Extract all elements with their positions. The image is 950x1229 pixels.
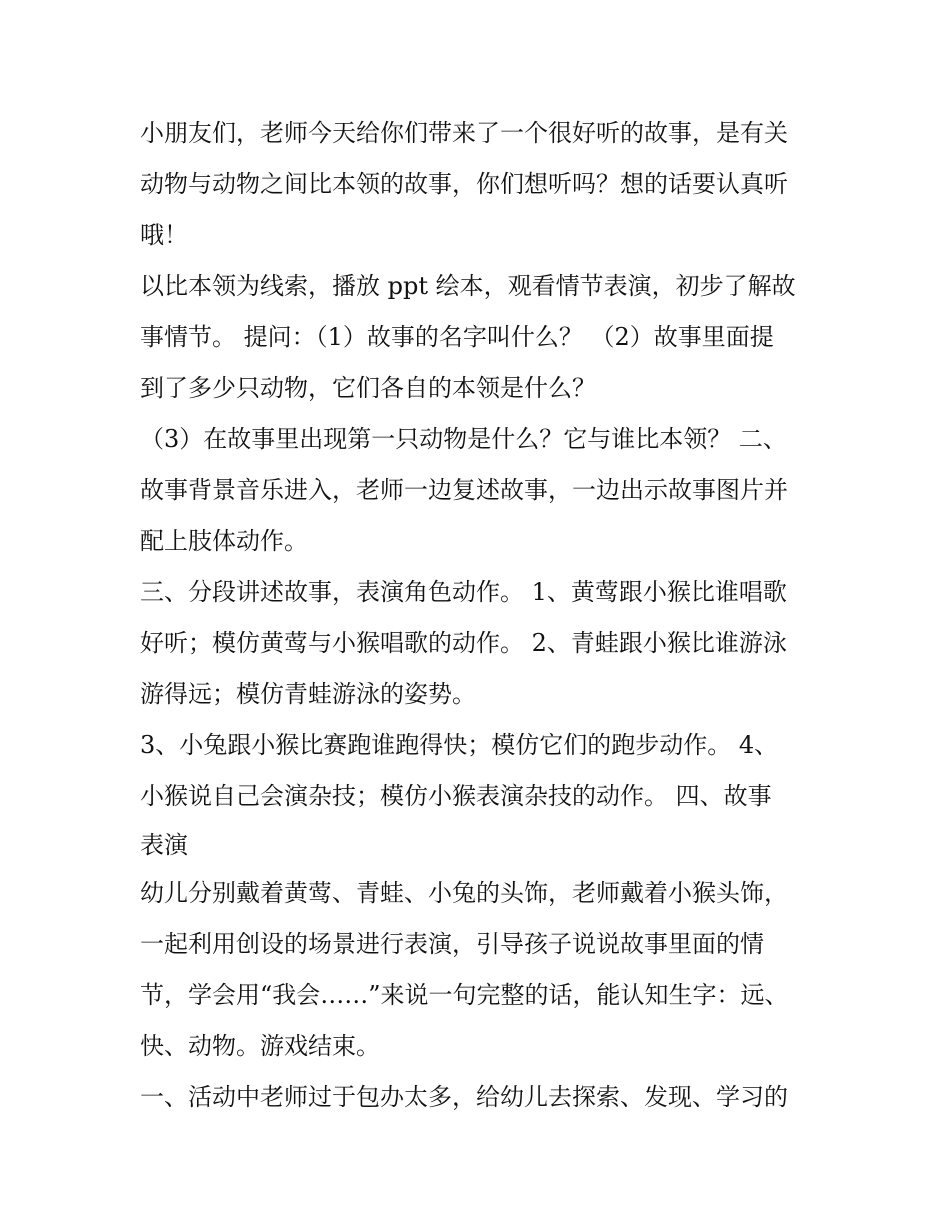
text-line: 小朋友们，老师今天给你们带来了一个很好听的故事，是有关 — [140, 119, 788, 147]
text-line: 故事背景音乐进入，老师一边复述故事，一边出示故事图片并 — [140, 476, 788, 504]
text-line: 哦！ — [140, 221, 188, 249]
text-line: 配上肢体动作。 — [140, 527, 308, 555]
text-line: 三、分段讲述故事，表演角色动作。 1、黄莺跟小猴比谁唱歌 — [140, 578, 787, 606]
text-line: 一、活动中老师过于包办太多，给幼儿去探索、发现、学习的 — [140, 1083, 788, 1111]
text-line: 3、小兔跟小猴比赛跑谁跑得快；模仿它们的跑步动作。 4、 — [140, 731, 779, 759]
text-line: 小猴说自己会演杂技；模仿小猴表演杂技的动作。 四、故事 — [140, 782, 772, 810]
text-line: 动物与动物之间比本领的故事，你们想听吗？想的话要认真听 — [140, 170, 788, 198]
text-line: 到了多少只动物，它们各自的本领是什么？ — [140, 374, 596, 402]
text-line: 以比本领为线索，播放 ppt 绘本，观看情节表演，初步了解故 — [140, 272, 796, 300]
text-line: 事情节。 提问：（1）故事的名字叫什么？ （2）故事里面提 — [140, 323, 774, 351]
text-line: 节，学会用“我会……”来说一句完整的话，能认知生字：远、 — [140, 981, 789, 1009]
text-line: 快、动物。游戏结束。 — [140, 1032, 380, 1060]
text-line: 好听；模仿黄莺与小猴唱歌的动作。 2、青蛙跟小猴比谁游泳 — [140, 629, 787, 657]
document-body — [140, 108, 820, 1123]
text-line: 游得远；模仿青蛙游泳的姿势。 — [140, 680, 476, 708]
text-line: （3）在故事里出现第一只动物是什么？它与谁比本领？ 二、 — [140, 425, 787, 453]
text-line: 一起利用创设的场景进行表演，引导孩子说说故事里面的情 — [140, 930, 764, 958]
text-line: 幼儿分别戴着黄莺、青蛙、小兔的头饰，老师戴着小猴头饰， — [140, 879, 788, 907]
text-line: 表演 — [140, 831, 188, 859]
